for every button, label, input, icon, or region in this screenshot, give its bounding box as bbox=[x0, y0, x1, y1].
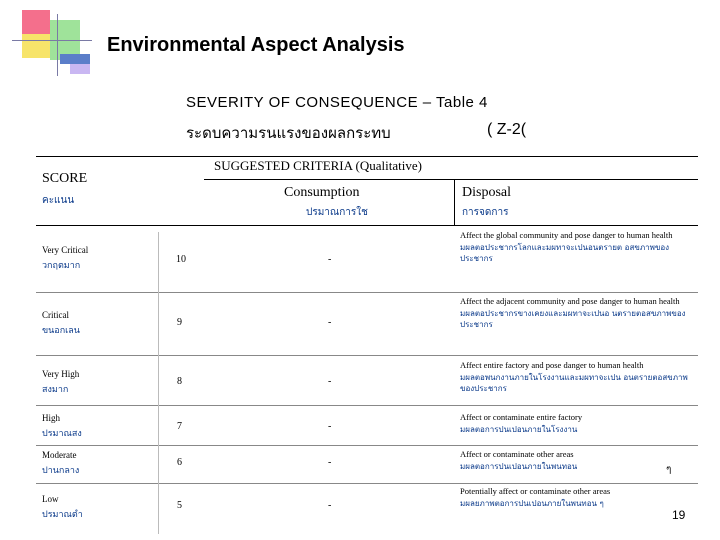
row-disposal: Affect the adjacent community and pose danger to human health มผลตอประชากรขางเคยงและมผทาจะเปนอ นตรายตอสขภาพของประชากร bbox=[460, 296, 686, 329]
row-disposal: Affect or contaminate other areas มผลตอการปนเปอนภายในพนทอน bbox=[460, 449, 578, 471]
suggested-criteria-header: SUGGESTED CRITERIA (Qualitative) bbox=[214, 158, 422, 173]
row-label: Critical bbox=[42, 310, 69, 320]
row-disposal: Potentially affect or contaminate other areas มผลยภาพตอการปนเปอนภายในพนทอน ๆ bbox=[460, 486, 611, 508]
row-disposal: Affect the global community and pose danger to human health มผลตอประชากรโลกและมผทาจะเปนอนตรายต อสขภาพของประชากร bbox=[460, 230, 673, 263]
row-label: Very High bbox=[42, 369, 80, 379]
page-title: Environmental Aspect Analysis bbox=[107, 34, 405, 56]
table-subtitle-en: SEVERITY OF CONSEQUENCE – Table 4 bbox=[186, 94, 488, 111]
consumption-header: Consumption bbox=[284, 185, 360, 200]
row-score: 9 bbox=[177, 317, 182, 328]
disposal-header-th: การจดการ bbox=[462, 207, 509, 218]
row-label-th: ปรมาณตำ bbox=[42, 510, 83, 520]
row-consumption: - bbox=[328, 254, 332, 265]
row-consumption: - bbox=[328, 376, 332, 387]
row-consumption: - bbox=[328, 500, 332, 511]
score-header-th: คะแนน bbox=[42, 195, 75, 206]
row-consumption: - bbox=[328, 421, 332, 432]
row-disposal: Affect or contaminate entire factory มผลตอการปนเปอนภายในโรงงาน bbox=[460, 412, 583, 434]
disposal-header: Disposal bbox=[462, 185, 511, 200]
row-score: 8 bbox=[177, 376, 182, 387]
row-label-th: วกฤตมาก bbox=[42, 261, 81, 271]
row-score: 10 bbox=[176, 254, 186, 265]
row-label-th: สงมาก bbox=[42, 385, 69, 395]
row-score: 6 bbox=[177, 457, 182, 468]
row-label: Low bbox=[42, 494, 59, 504]
row-score: 7 bbox=[177, 421, 182, 432]
consumption-header-th: ปรมาณการใช bbox=[306, 207, 368, 218]
page-number: 19 bbox=[672, 508, 686, 522]
row-score: 5 bbox=[177, 500, 182, 511]
row-label-th: ปรมาณสง bbox=[42, 429, 82, 439]
row-label: High bbox=[42, 413, 60, 423]
row-label: Moderate bbox=[42, 450, 77, 460]
row-label-th: ขนอกเลน bbox=[42, 326, 80, 336]
row-disposal: Affect entire factory and pose danger to human health มผลตอพนกงานภายในโรงงานและมผทาจะเปน อนตรายตอสขภาพของประชากร bbox=[460, 360, 688, 393]
row-label-th: ปานกลาง bbox=[42, 466, 80, 476]
row-trailing-mark: ๆ bbox=[666, 464, 672, 475]
row-consumption: - bbox=[328, 457, 332, 468]
row-consumption: - bbox=[328, 317, 332, 328]
row-label: Very Critical bbox=[42, 245, 89, 255]
table-reference: ( Z-2( bbox=[487, 121, 527, 138]
table-subtitle-th: ระดบความรนแรงของผลกระทบ bbox=[186, 124, 391, 142]
score-header: SCORE bbox=[42, 171, 88, 186]
